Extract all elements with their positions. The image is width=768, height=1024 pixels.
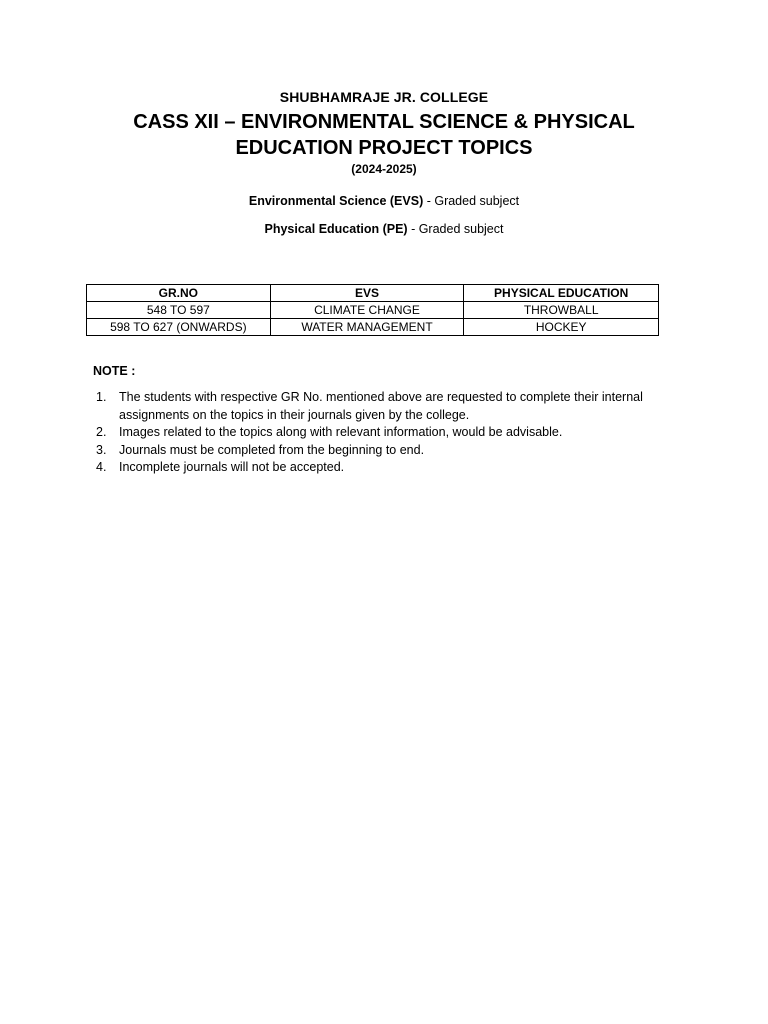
cell-pe-topic: THROWBALL [464, 302, 659, 319]
list-number: 3. [96, 442, 107, 457]
list-text: The students with respective GR No. mentioned above are requested to complete their internal assignments on the topics in their journals given by the college. [119, 390, 643, 422]
list-item [93, 442, 683, 460]
list-text: Journals must be completed from the beginning to end. [119, 442, 425, 457]
pe-subject-name: Physical Education (PE) [264, 222, 408, 236]
document-title: CASS XII – ENVIRONMENTAL SCIENCE & PHYSICAL EDUCATION PROJECT TOPICS [133, 111, 635, 159]
cell-pe-topic: HOCKEY [464, 319, 659, 336]
list-item [93, 459, 683, 477]
pe-subject-note: - Graded subject [407, 222, 504, 236]
college-name: SHUBHAMRAJE JR. COLLEGE [279, 89, 489, 105]
cell-evs-topic: CLIMATE CHANGE [270, 302, 464, 319]
table-row [87, 302, 659, 319]
pe-subject-line [0, 222, 768, 236]
cell-evs-topic: WATER MANAGEMENT [270, 319, 464, 336]
evs-subject-note: - Graded subject [423, 194, 520, 208]
academic-year: (2024-2025) [351, 162, 417, 176]
list-number: 1. [96, 390, 107, 404]
project-topics-table [86, 284, 659, 336]
header-evs: EVS [270, 285, 464, 302]
list-item [93, 389, 683, 424]
list-text: Images related to the topics along with relevant information, would be advisable. [119, 425, 563, 439]
list-text: Incomplete journals will not be accepted. [119, 460, 345, 474]
table-header-row [87, 285, 659, 302]
evs-subject-line [0, 194, 768, 208]
header-gr-no: GR.NO [87, 285, 271, 302]
list-number: 4. [96, 460, 107, 474]
evs-subject-name: Environmental Science (EVS) [248, 194, 424, 208]
note-label: NOTE : [93, 364, 136, 378]
cell-gr-no: 598 TO 627 (ONWARDS) [87, 319, 271, 336]
list-item [93, 424, 683, 442]
header-physical-education: PHYSICAL EDUCATION [464, 285, 659, 302]
cell-gr-no: 548 TO 597 [87, 302, 271, 319]
list-number: 2. [96, 425, 107, 439]
notes-list [93, 389, 683, 477]
table-row [87, 319, 659, 336]
